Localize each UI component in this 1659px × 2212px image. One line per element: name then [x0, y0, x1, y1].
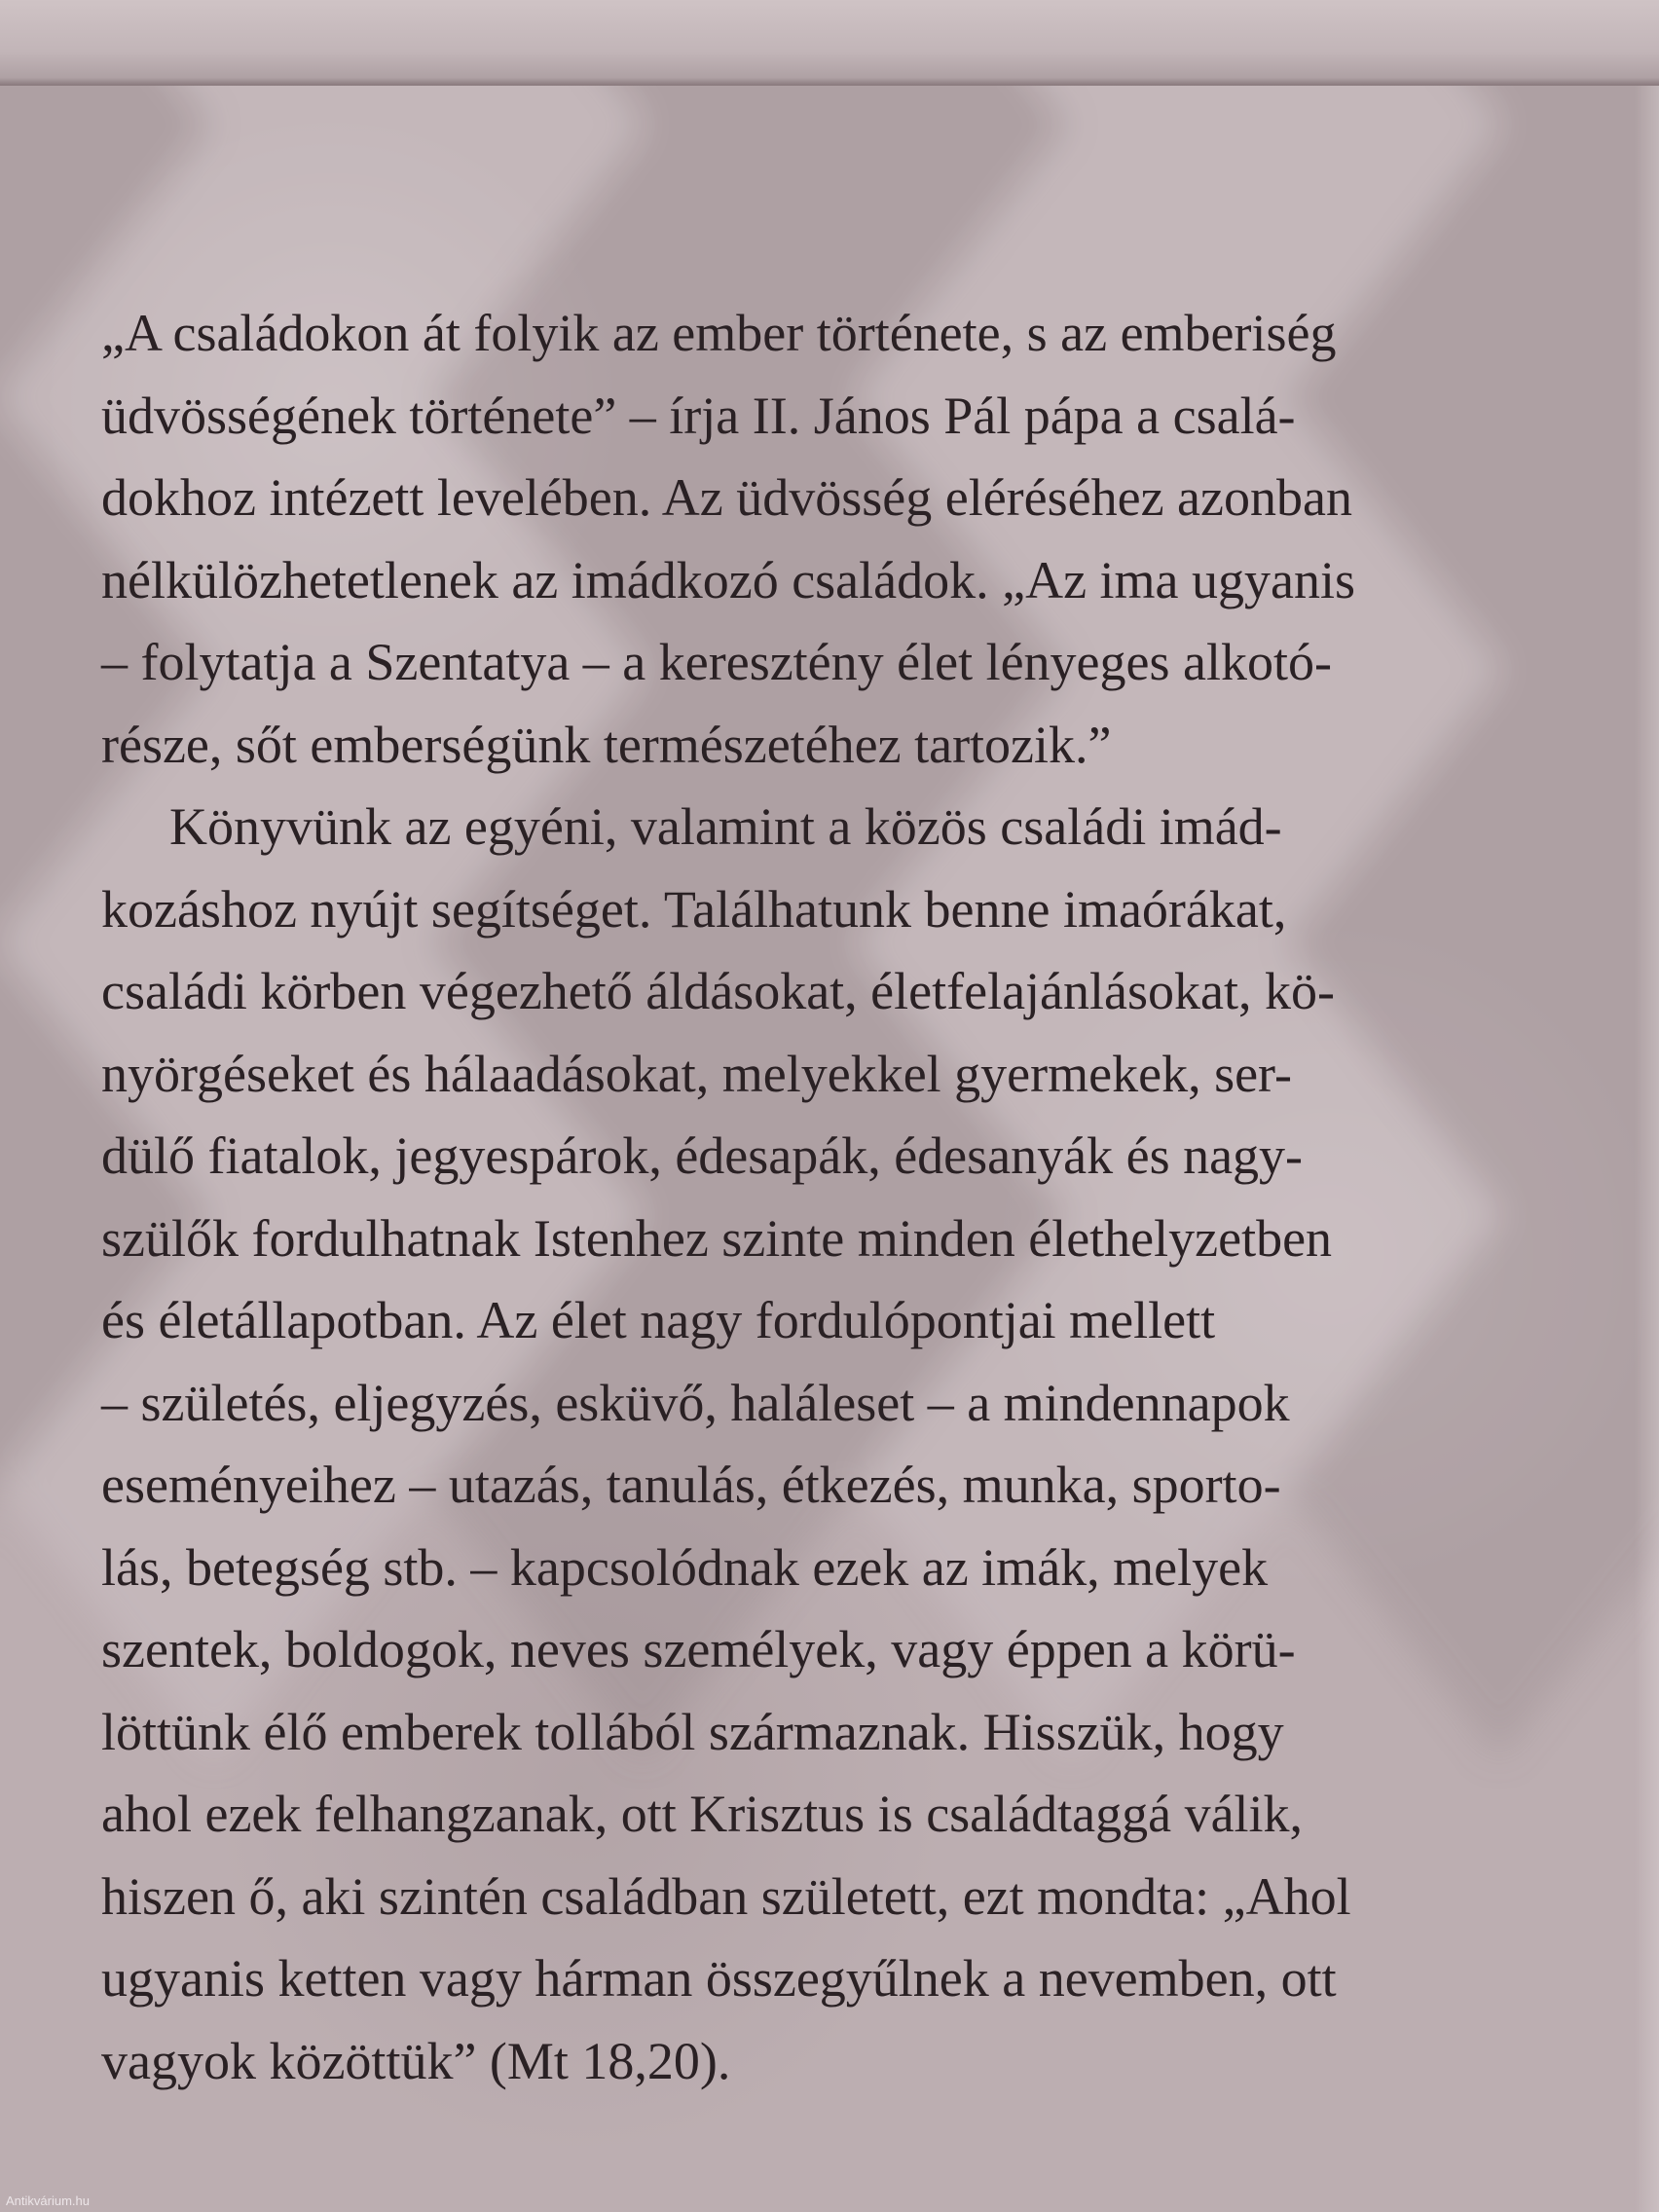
watermark-text: Antikvárium.hu	[6, 2194, 90, 2208]
text-line: eseményeihez – utazás, tanulás, étkezés, munka, sporto-	[101, 1456, 1281, 1514]
text-line: – folytatja a Szentatya – a keresztény élet lényeges alkotó-	[101, 633, 1332, 691]
text-line: szentek, boldogok, neves személyek, vagy éppen a körü-	[101, 1620, 1296, 1678]
cover-right-edge	[1634, 86, 1659, 2212]
text-line: ugyanis ketten vagy hárman összegyűlnek a nevemben, ott	[101, 1949, 1337, 2008]
blurb-text	[101, 292, 1542, 2102]
text-line: üdvösségének története” – írja II. János Pál pápa a csalá-	[101, 386, 1296, 445]
paragraph-start-line: Könyvünk az egyéni, valamint a közös családi imád-	[169, 797, 1282, 856]
text-line: „A családokon át folyik az ember története, s az emberiség	[101, 304, 1337, 362]
top-edge-band	[0, 0, 1659, 86]
text-line: ahol ezek felhangzanak, ott Krisztus is családtaggá válik,	[101, 1785, 1304, 1843]
text-line: dokhoz intézett levelében. Az üdvösség eléréséhez azonban	[101, 468, 1352, 527]
text-line: családi körben végezhető áldásokat, életfelajánlásokat, kö-	[101, 962, 1335, 1020]
text-line: kozáshoz nyújt segítséget. Találhatunk benne imaórákat,	[101, 879, 1287, 939]
text-line: és életállapotban. Az élet nagy fordulópontjai mellett	[101, 1291, 1216, 1349]
text-line: löttünk élő emberek tollából származnak. Hisszük, hogy	[101, 1702, 1284, 1761]
text-line: lás, betegség stb. – kapcsolódnak ezek az imák, melyek	[101, 1537, 1269, 1597]
text-line: nyörgéseket és hálaadásokat, melyekkel gyermekek, ser-	[101, 1044, 1292, 1103]
text-line: vagyok közöttük” (Mt 18,20).	[101, 2031, 731, 2090]
text-line: hiszen ő, aki szintén családban született, ezt mondta: „Ahol	[101, 1866, 1351, 1926]
text-line: része, sőt emberségünk természetéhez tartozik.”	[101, 715, 1112, 774]
text-line: dülő fiatalok, jegyespárok, édesapák, édesanyák és nagy-	[101, 1126, 1304, 1185]
text-line: – születés, eljegyzés, esküvő, haláleset – a mindennapok	[101, 1373, 1290, 1432]
text-line: nélkülözhetetlenek az imádkozó családok. „Az ima ugyanis	[101, 550, 1356, 609]
text-line: szülők fordulhatnak Istenhez szinte minden élethelyzetben	[101, 1208, 1333, 1268]
